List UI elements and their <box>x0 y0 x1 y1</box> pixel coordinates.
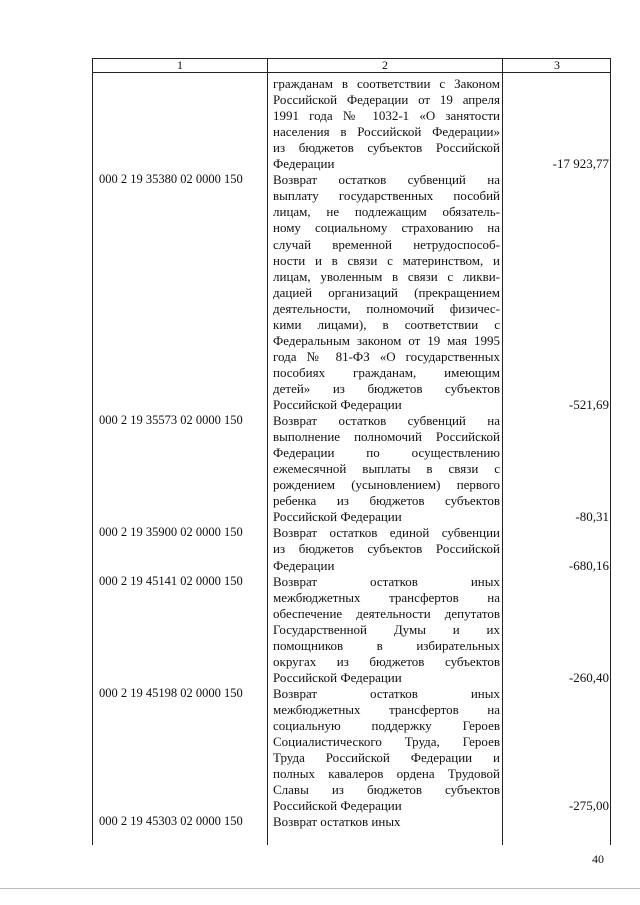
row-text-line: лицам, уволенным в связи с ликви- <box>273 268 500 284</box>
row-text-line: обеспечение деятельности депутатов <box>273 605 500 621</box>
header-col-2: 2 <box>382 58 388 72</box>
row-text-line: пособиях гражданам, имеющим <box>273 364 500 380</box>
row-amount: -680,16 <box>568 557 609 573</box>
row-text-line: ности и в связи с материнством, и <box>273 252 500 268</box>
row-text-line: Федеральным законом от 19 мая 1995 <box>273 332 500 348</box>
row-text-line: Возврат остатков субвенций на <box>273 172 500 188</box>
row-text-line: Возврат остатков иных <box>273 814 401 830</box>
header-col-3: 3 <box>554 58 560 72</box>
row-amount: -275,00 <box>568 798 609 814</box>
row-text-line: лицам, не подлежащим обязатель- <box>273 204 500 220</box>
budget-table <box>92 58 611 845</box>
row-text-line: Федерации по осуществлению <box>273 445 500 461</box>
row-text-line: Труда Российской Федерации и <box>273 750 500 766</box>
row-text-line: дацией организаций (прекращением <box>273 284 500 300</box>
row-text-line: межбюджетных трансфертов на <box>273 701 500 717</box>
row-text-line: детей» из бюджетов субъектов <box>273 380 500 396</box>
row-code: 000 2 19 45303 02 0000 150 <box>99 814 243 829</box>
row-text-line: выполнение полномочий Российской <box>273 429 500 445</box>
row-code: 000 2 19 35573 02 0000 150 <box>99 413 243 428</box>
row-text-line: Российской Федерации <box>273 798 402 814</box>
row-text-line: из бюджетов субъектов Российской <box>273 541 500 557</box>
row-text-line: гражданам в соответствии с Законом <box>273 76 500 91</box>
row-amount: -80,31 <box>575 509 609 525</box>
row-text-line: 1991 года № 1032-1 «О занятости <box>273 108 500 124</box>
row-text-line: случай временной нетрудоспособ- <box>273 236 500 252</box>
row-text-line: Федерации <box>273 156 335 172</box>
row-text-line: Российской Федерации от 19 апреля <box>273 92 500 108</box>
row-text-line: социальную поддержку Героев <box>273 718 500 733</box>
row-text-line: Возврат остатков субвенций на <box>273 413 500 429</box>
row-code: 000 2 19 45141 02 0000 150 <box>99 573 243 588</box>
row-text-line: из бюджетов субъектов Российской <box>273 140 500 156</box>
row-text-line: Возврат остатков единой субвенции <box>273 525 500 541</box>
row-text-line: межбюджетных трансфертов на <box>273 589 500 605</box>
row-text-line: Возврат остатков иных <box>273 573 500 589</box>
row-text-line: ежемесячной выплаты в связи с <box>273 461 500 477</box>
row-amount: -260,40 <box>568 669 609 685</box>
row-text-line: выплату государственных пособий <box>273 188 500 204</box>
column-divider-1 <box>267 59 268 845</box>
row-amount: -521,69 <box>568 397 609 412</box>
row-code: 000 2 19 35380 02 0000 150 <box>99 172 243 187</box>
row-text-line: округах из бюджетов субъектов <box>273 653 500 669</box>
row-text-line: Федерации <box>273 557 335 573</box>
row-code: 000 2 19 35900 02 0000 150 <box>99 525 243 540</box>
table-header-row <box>93 59 610 73</box>
row-text-line: года № 81-ФЗ «О государственных <box>273 348 500 364</box>
row-text-line: деятельности, полномочий физичес- <box>273 300 500 316</box>
row-amount: -17 923,77 <box>552 156 609 172</box>
row-text-line: Возврат остатков иных <box>273 685 500 701</box>
row-text-line: рождением (усыновлением) первого <box>273 477 500 493</box>
row-text-line: кими лицами), в соответствии с <box>273 316 500 332</box>
row-text-line: ребенка из бюджетов субъектов <box>273 493 500 509</box>
row-text-line: Российской Федерации <box>273 669 402 685</box>
row-text-line: помощников в избирательных <box>273 637 500 653</box>
row-text-line: Социалистического Труда, Героев <box>273 734 500 750</box>
row-text-line: Российской Федерации <box>273 397 402 412</box>
scan-edge-line <box>0 888 640 889</box>
row-text-line: Российской Федерации <box>273 509 402 525</box>
row-text-line: Государственной Думы и их <box>273 621 500 637</box>
row-code: 000 2 19 45198 02 0000 150 <box>99 685 243 700</box>
column-divider-2 <box>502 59 503 845</box>
row-text-line: полных кавалеров ордена Трудовой <box>273 766 500 782</box>
row-text-line: населения в Российской Федерации» <box>273 124 500 140</box>
page-number: 40 <box>592 852 604 866</box>
row-text-line: ному социальному страхованию на <box>273 220 500 236</box>
row-text-line: Славы из бюджетов субъектов <box>273 782 500 798</box>
header-col-1: 1 <box>177 58 183 72</box>
